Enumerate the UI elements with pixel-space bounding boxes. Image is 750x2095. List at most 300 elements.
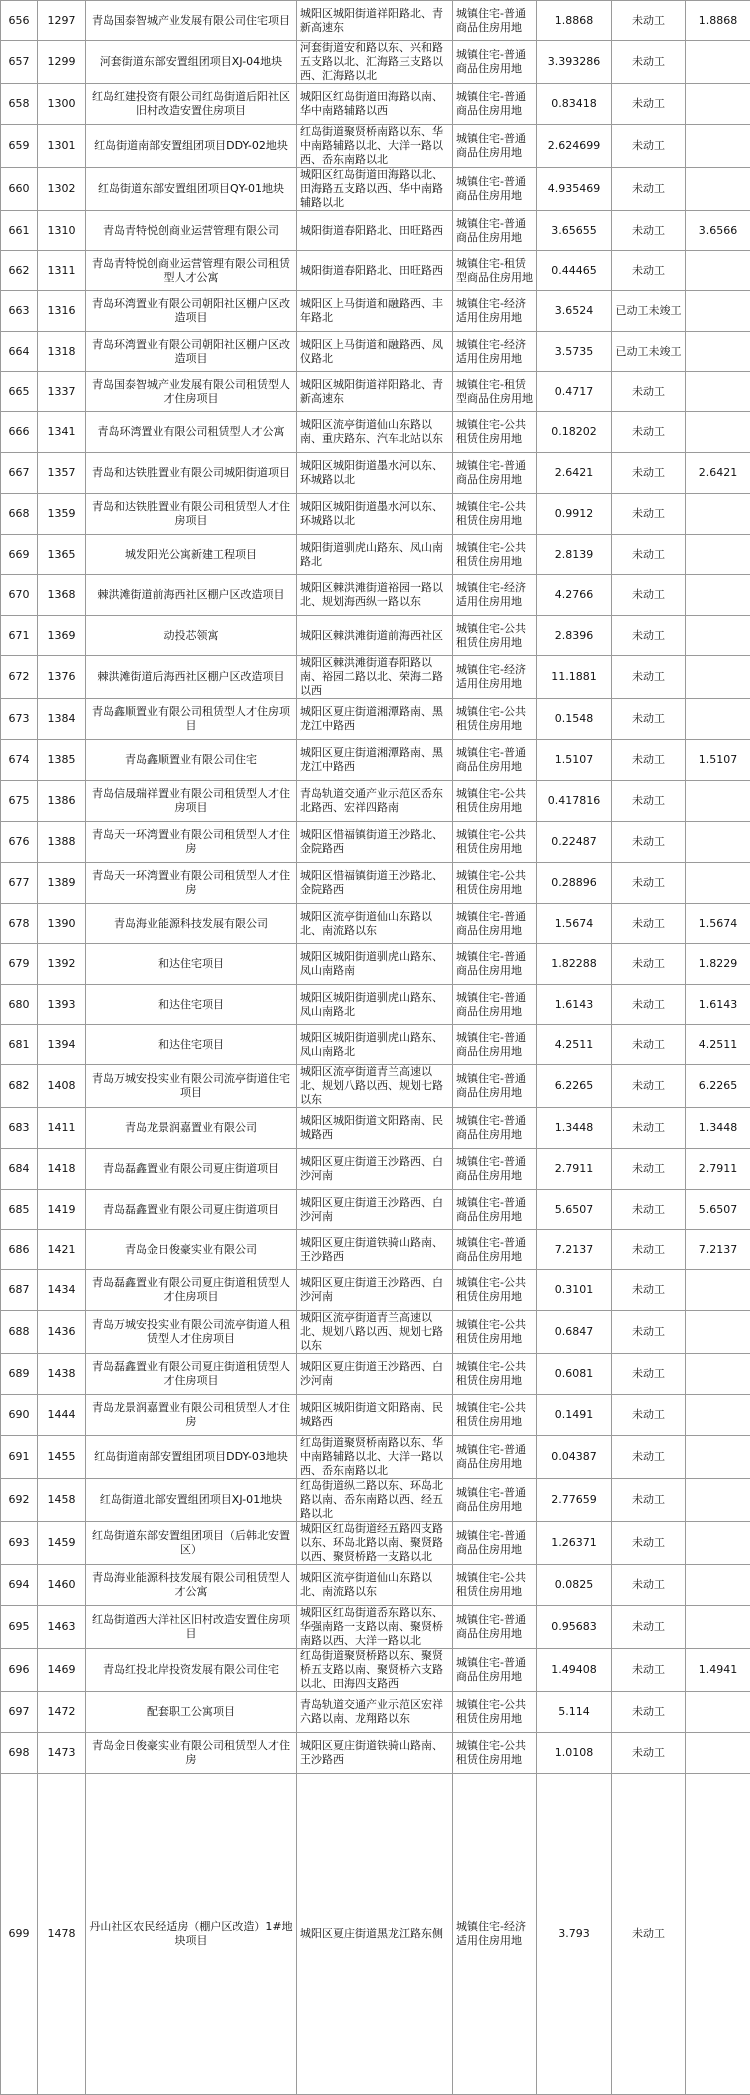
project-name-cell: 配套职工公寓项目 (86, 1692, 297, 1733)
commercial-area-cell: 5.6507 (686, 1190, 750, 1230)
status-cell: 已动工未竣工 (612, 291, 686, 332)
commercial-area-cell (686, 1774, 750, 2095)
status-cell: 未动工 (612, 863, 686, 904)
table-row (1, 575, 750, 616)
location-cell: 城阳区红岛街道田海路以南、华中南路辅路以西 (297, 84, 453, 125)
row-index-cell: 693 (1, 1522, 38, 1565)
row-index-cell: 665 (1, 372, 38, 412)
area-cell: 5.6507 (537, 1190, 612, 1230)
status-cell: 已动工未竣工 (612, 332, 686, 372)
table-row (1, 125, 750, 168)
location-cell: 城阳区惜福镇街道王沙路北、金院路西 (297, 863, 453, 904)
location-cell: 城阳区城阳街道驯虎山路东、凤山南路北 (297, 1025, 453, 1065)
land-use-cell: 城镇住宅-公共租赁住房用地 (453, 1395, 537, 1436)
status-cell: 未动工 (612, 1395, 686, 1436)
location-cell: 河套街道安和路以东、兴和路五支路以北、汇海路三支路以西、汇海路以北 (297, 41, 453, 84)
land-use-cell: 城镇住宅-经济适用住房用地 (453, 332, 537, 372)
status-cell: 未动工 (612, 412, 686, 453)
row-index-cell: 697 (1, 1692, 38, 1733)
record-number-cell: 1311 (38, 251, 86, 291)
location-cell: 城阳区夏庄街道王沙路西、白沙河南 (297, 1270, 453, 1311)
location-cell: 城阳区棘洪滩街道裕园一路以北、规划海西纵一路以东 (297, 575, 453, 616)
record-number-cell: 1459 (38, 1522, 86, 1565)
area-cell: 1.5107 (537, 740, 612, 781)
area-cell: 0.9912 (537, 494, 612, 535)
area-cell: 4.935469 (537, 168, 612, 211)
land-use-cell: 城镇住宅-公共租赁住房用地 (453, 863, 537, 904)
status-cell: 未动工 (612, 616, 686, 656)
land-use-cell: 城镇住宅-普通商品住房用地 (453, 1190, 537, 1230)
area-cell: 3.65655 (537, 211, 612, 251)
status-cell: 未动工 (612, 84, 686, 125)
table-row (1, 1, 750, 41)
commercial-area-cell: 1.3448 (686, 1108, 750, 1149)
project-name-cell: 青岛青特悦创商业运营管理有限公司租赁型人才公寓 (86, 251, 297, 291)
location-cell: 城阳区夏庄街道铁骑山路南、王沙路西 (297, 1230, 453, 1270)
status-cell: 未动工 (612, 1149, 686, 1190)
commercial-area-cell: 4.2511 (686, 1025, 750, 1065)
land-use-cell: 城镇住宅-公共租赁住房用地 (453, 1733, 537, 1774)
location-cell: 城阳区夏庄街道王沙路西、白沙河南 (297, 1190, 453, 1230)
location-cell: 城阳区夏庄街道湘潭路南、黑龙江中路西 (297, 740, 453, 781)
commercial-area-cell (686, 822, 750, 863)
status-cell: 未动工 (612, 372, 686, 412)
location-cell: 城阳区城阳街道祥阳路北、青新高速东 (297, 1, 453, 41)
record-number-cell: 1318 (38, 332, 86, 372)
commercial-area-cell (686, 84, 750, 125)
land-use-cell: 城镇住宅-公共租赁住房用地 (453, 494, 537, 535)
commercial-area-cell: 7.2137 (686, 1230, 750, 1270)
commercial-area-cell (686, 1522, 750, 1565)
table-row (1, 1108, 750, 1149)
table-row (1, 656, 750, 699)
project-name-cell: 青岛万城安投实业有限公司流亭街道住宅项目 (86, 1065, 297, 1108)
commercial-area-cell: 2.7911 (686, 1149, 750, 1190)
commercial-area-cell (686, 863, 750, 904)
table-row (1, 616, 750, 656)
record-number-cell: 1418 (38, 1149, 86, 1190)
commercial-area-cell (686, 1395, 750, 1436)
location-cell: 城阳区棘洪滩街道春阳路以南、裕园二路以北、荣海二路以西 (297, 656, 453, 699)
table-row (1, 332, 750, 372)
row-index-cell: 699 (1, 1774, 38, 2095)
location-cell: 城阳区惜福镇街道王沙路北、金院路西 (297, 822, 453, 863)
status-cell: 未动工 (612, 535, 686, 575)
project-name-cell: 青岛环湾置业有限公司朝阳社区棚户区改造项目 (86, 291, 297, 332)
table-row (1, 1025, 750, 1065)
table-row (1, 944, 750, 985)
location-cell: 城阳区城阳街道祥阳路北、青新高速东 (297, 372, 453, 412)
land-use-cell: 城镇住宅-普通商品住房用地 (453, 1108, 537, 1149)
row-index-cell: 691 (1, 1436, 38, 1479)
row-index-cell: 662 (1, 251, 38, 291)
area-cell: 0.417816 (537, 781, 612, 822)
table-row (1, 1395, 750, 1436)
area-cell: 5.114 (537, 1692, 612, 1733)
project-name-cell: 和达住宅项目 (86, 1025, 297, 1065)
record-number-cell: 1421 (38, 1230, 86, 1270)
row-index-cell: 688 (1, 1311, 38, 1354)
location-cell: 红岛街道聚贤桥南路以东、华中南路辅路以北、大洋一路以西、岙东南路以北 (297, 1436, 453, 1479)
project-name-cell: 青岛环湾置业有限公司朝阳社区棚户区改造项目 (86, 332, 297, 372)
area-cell: 1.26371 (537, 1522, 612, 1565)
project-name-cell: 棘洪滩街道前海西社区棚户区改造项目 (86, 575, 297, 616)
row-index-cell: 682 (1, 1065, 38, 1108)
land-use-cell: 城镇住宅-普通商品住房用地 (453, 1149, 537, 1190)
commercial-area-cell (686, 251, 750, 291)
status-cell: 未动工 (612, 453, 686, 494)
record-number-cell: 1357 (38, 453, 86, 494)
status-cell: 未动工 (612, 1, 686, 41)
land-use-cell: 城镇住宅-经济适用住房用地 (453, 291, 537, 332)
land-use-cell: 城镇住宅-公共租赁住房用地 (453, 616, 537, 656)
row-index-cell: 680 (1, 985, 38, 1025)
record-number-cell: 1310 (38, 211, 86, 251)
commercial-area-cell (686, 332, 750, 372)
location-cell: 红岛街道聚贤桥南路以东、华中南路辅路以北、大洋一路以西、岙东南路以北 (297, 125, 453, 168)
status-cell: 未动工 (612, 1065, 686, 1108)
row-index-cell: 664 (1, 332, 38, 372)
location-cell: 城阳区城阳街道驯虎山路东、凤山南路南 (297, 944, 453, 985)
area-cell: 1.6143 (537, 985, 612, 1025)
location-cell: 城阳区棘洪滩街道前海西社区 (297, 616, 453, 656)
area-cell: 2.6421 (537, 453, 612, 494)
land-use-cell: 城镇住宅-公共租赁住房用地 (453, 1354, 537, 1395)
location-cell: 城阳区夏庄街道黑龙江路东侧 (297, 1774, 453, 2095)
area-cell: 11.1881 (537, 656, 612, 699)
record-number-cell: 1463 (38, 1606, 86, 1649)
commercial-area-cell (686, 1436, 750, 1479)
area-cell: 0.22487 (537, 822, 612, 863)
land-use-cell: 城镇住宅-普通商品住房用地 (453, 453, 537, 494)
record-number-cell: 1455 (38, 1436, 86, 1479)
record-number-cell: 1419 (38, 1190, 86, 1230)
land-use-cell: 城镇住宅-普通商品住房用地 (453, 1649, 537, 1692)
status-cell: 未动工 (612, 1436, 686, 1479)
project-name-cell: 青岛红投北岸投资发展有限公司住宅 (86, 1649, 297, 1692)
record-number-cell: 1300 (38, 84, 86, 125)
land-use-cell: 城镇住宅-普通商品住房用地 (453, 211, 537, 251)
location-cell: 城阳区城阳街道驯虎山路东、凤山南路北 (297, 985, 453, 1025)
area-cell: 3.393286 (537, 41, 612, 84)
table-row (1, 1311, 750, 1354)
location-cell: 城阳区上马街道和融路西、凤仪路北 (297, 332, 453, 372)
record-number-cell: 1478 (38, 1774, 86, 2095)
land-use-cell: 城镇住宅-公共租赁住房用地 (453, 1311, 537, 1354)
land-use-cell: 城镇住宅-普通商品住房用地 (453, 1230, 537, 1270)
table-row (1, 863, 750, 904)
location-cell: 青岛轨道交通产业示范区岙东北路西、宏祥四路南 (297, 781, 453, 822)
record-number-cell: 1390 (38, 904, 86, 944)
location-cell: 城阳区红岛街道经五路四支路以东、环岛北路以南、聚贤路以西、聚贤桥路一支路以北 (297, 1522, 453, 1565)
status-cell: 未动工 (612, 1025, 686, 1065)
table-row (1, 1354, 750, 1395)
project-name-cell: 青岛和达铁胜置业有限公司城阳街道项目 (86, 453, 297, 494)
project-name-cell: 青岛龙景润嘉置业有限公司租赁型人才住房 (86, 1395, 297, 1436)
commercial-area-cell: 1.4941 (686, 1649, 750, 1692)
project-name-cell: 红岛街道北部安置组团项目XJ-01地块 (86, 1479, 297, 1522)
land-use-cell: 城镇住宅-经济适用住房用地 (453, 575, 537, 616)
project-name-cell: 动投芯领寓 (86, 616, 297, 656)
project-name-cell: 青岛磊鑫置业有限公司夏庄街道租赁型人才住房项目 (86, 1354, 297, 1395)
project-name-cell: 青岛海业能源科技发展有限公司 (86, 904, 297, 944)
project-name-cell: 青岛国泰智城产业发展有限公司住宅项目 (86, 1, 297, 41)
area-cell: 2.77659 (537, 1479, 612, 1522)
row-index-cell: 667 (1, 453, 38, 494)
project-name-cell: 河套街道东部安置组团项目XJ-04地块 (86, 41, 297, 84)
table-row (1, 494, 750, 535)
status-cell: 未动工 (612, 1108, 686, 1149)
row-index-cell: 681 (1, 1025, 38, 1065)
area-cell: 1.5674 (537, 904, 612, 944)
project-name-cell: 和达住宅项目 (86, 985, 297, 1025)
record-number-cell: 1473 (38, 1733, 86, 1774)
project-name-cell: 城发阳光公寓新建工程项目 (86, 535, 297, 575)
row-index-cell: 684 (1, 1149, 38, 1190)
record-number-cell: 1393 (38, 985, 86, 1025)
status-cell: 未动工 (612, 1230, 686, 1270)
project-name-cell: 青岛天一环湾置业有限公司租赁型人才住房 (86, 863, 297, 904)
table-row (1, 1565, 750, 1606)
location-cell: 城阳区城阳街道文阳路南、民城路西 (297, 1108, 453, 1149)
record-number-cell: 1302 (38, 168, 86, 211)
table-row (1, 1270, 750, 1311)
area-cell: 3.5735 (537, 332, 612, 372)
area-cell: 1.3448 (537, 1108, 612, 1149)
status-cell: 未动工 (612, 1522, 686, 1565)
table-row (1, 1436, 750, 1479)
record-number-cell: 1458 (38, 1479, 86, 1522)
area-cell: 4.2511 (537, 1025, 612, 1065)
land-use-cell: 城镇住宅-普通商品住房用地 (453, 41, 537, 84)
area-cell: 6.2265 (537, 1065, 612, 1108)
commercial-area-cell: 1.8229 (686, 944, 750, 985)
land-use-cell: 城镇住宅-公共租赁住房用地 (453, 1692, 537, 1733)
area-cell: 0.44465 (537, 251, 612, 291)
location-cell: 城阳区夏庄街道王沙路西、白沙河南 (297, 1149, 453, 1190)
project-name-cell: 青岛信晟瑞祥置业有限公司租赁型人才住房项目 (86, 781, 297, 822)
row-index-cell: 671 (1, 616, 38, 656)
record-number-cell: 1297 (38, 1, 86, 41)
land-use-cell: 城镇住宅-公共租赁住房用地 (453, 412, 537, 453)
area-cell: 0.95683 (537, 1606, 612, 1649)
location-cell: 城阳区流亭街道青兰高速以北、规划八路以西、规划七路以东 (297, 1311, 453, 1354)
row-index-cell: 694 (1, 1565, 38, 1606)
land-use-cell: 城镇住宅-经济适用住房用地 (453, 1774, 537, 2095)
project-name-cell: 青岛磊鑫置业有限公司夏庄街道租赁型人才住房项目 (86, 1270, 297, 1311)
status-cell: 未动工 (612, 1649, 686, 1692)
project-name-cell: 红岛街道东部安置组团项目（后韩北安置区） (86, 1522, 297, 1565)
area-cell: 0.1491 (537, 1395, 612, 1436)
row-index-cell: 698 (1, 1733, 38, 1774)
location-cell: 城阳区流亭街道仙山东路以北、南流路以东 (297, 904, 453, 944)
record-number-cell: 1434 (38, 1270, 86, 1311)
project-name-cell: 红岛红建投资有限公司红岛街道后阳社区旧村改造安置住房项目 (86, 84, 297, 125)
location-cell: 城阳街道春阳路北、田旺路西 (297, 251, 453, 291)
table-row (1, 84, 750, 125)
record-number-cell: 1316 (38, 291, 86, 332)
area-cell: 2.8139 (537, 535, 612, 575)
project-name-cell: 青岛和达铁胜置业有限公司租赁型人才住房项目 (86, 494, 297, 535)
project-name-cell: 丹山社区农民经适房（棚户区改造）1#地块项目 (86, 1774, 297, 2095)
row-index-cell: 660 (1, 168, 38, 211)
status-cell: 未动工 (612, 1270, 686, 1311)
table-row (1, 985, 750, 1025)
table-row (1, 41, 750, 84)
land-use-cell: 城镇住宅-普通商品住房用地 (453, 84, 537, 125)
commercial-area-cell (686, 699, 750, 740)
commercial-area-cell (686, 1270, 750, 1311)
area-cell: 4.2766 (537, 575, 612, 616)
project-name-cell: 青岛鑫顺置业有限公司住宅 (86, 740, 297, 781)
row-index-cell: 687 (1, 1270, 38, 1311)
record-number-cell: 1365 (38, 535, 86, 575)
commercial-area-cell (686, 656, 750, 699)
location-cell: 城阳区城阳街道文阳路南、民城路西 (297, 1395, 453, 1436)
row-index-cell: 686 (1, 1230, 38, 1270)
commercial-area-cell (686, 1733, 750, 1774)
status-cell: 未动工 (612, 1311, 686, 1354)
row-index-cell: 659 (1, 125, 38, 168)
status-cell: 未动工 (612, 822, 686, 863)
record-number-cell: 1386 (38, 781, 86, 822)
record-number-cell: 1388 (38, 822, 86, 863)
commercial-area-cell (686, 41, 750, 84)
land-use-cell: 城镇住宅-公共租赁住房用地 (453, 1270, 537, 1311)
row-index-cell: 661 (1, 211, 38, 251)
status-cell: 未动工 (612, 699, 686, 740)
commercial-area-cell (686, 575, 750, 616)
status-cell: 未动工 (612, 656, 686, 699)
record-number-cell: 1408 (38, 1065, 86, 1108)
land-use-cell: 城镇住宅-公共租赁住房用地 (453, 822, 537, 863)
land-use-cell: 城镇住宅-普通商品住房用地 (453, 1479, 537, 1522)
row-index-cell: 668 (1, 494, 38, 535)
commercial-area-cell (686, 1354, 750, 1395)
record-number-cell: 1337 (38, 372, 86, 412)
location-cell: 红岛街道纵二路以东、环岛北路以南、岙东南路以西、经五路以北 (297, 1479, 453, 1522)
table-row (1, 251, 750, 291)
area-cell: 0.28896 (537, 863, 612, 904)
record-number-cell: 1411 (38, 1108, 86, 1149)
land-use-cell: 城镇住宅-普通商品住房用地 (453, 1436, 537, 1479)
record-number-cell: 1460 (38, 1565, 86, 1606)
row-index-cell: 672 (1, 656, 38, 699)
area-cell: 0.1548 (537, 699, 612, 740)
status-cell: 未动工 (612, 904, 686, 944)
table-row (1, 1692, 750, 1733)
status-cell: 未动工 (612, 781, 686, 822)
table-row (1, 291, 750, 332)
location-cell: 城阳区红岛街道岙东路以东、华强南路一支路以南、聚贤桥南路以西、大洋一路以北 (297, 1606, 453, 1649)
status-cell: 未动工 (612, 1733, 686, 1774)
record-number-cell: 1301 (38, 125, 86, 168)
table-row (1, 1149, 750, 1190)
table-row (1, 1774, 750, 2095)
project-name-cell: 红岛街道东部安置组团项目QY-01地块 (86, 168, 297, 211)
row-index-cell: 656 (1, 1, 38, 41)
project-name-cell: 青岛万城安投实业有限公司流亭街道人租赁型人才住房项目 (86, 1311, 297, 1354)
land-use-cell: 城镇住宅-经济适用住房用地 (453, 656, 537, 699)
row-index-cell: 678 (1, 904, 38, 944)
location-cell: 城阳区流亭街道仙山东路以南、重庆路东、汽车北站以东 (297, 412, 453, 453)
table-row (1, 1065, 750, 1108)
project-name-cell: 青岛磊鑫置业有限公司夏庄街道项目 (86, 1149, 297, 1190)
location-cell: 红岛街道聚贤桥路以东、聚贤桥五支路以南、聚贤桥六支路以北、田海四支路西 (297, 1649, 453, 1692)
commercial-area-cell (686, 1606, 750, 1649)
land-use-cell: 城镇住宅-普通商品住房用地 (453, 904, 537, 944)
location-cell: 城阳区上马街道和融路西、丰年路北 (297, 291, 453, 332)
table-row (1, 1733, 750, 1774)
land-use-cell: 城镇住宅-普通商品住房用地 (453, 740, 537, 781)
record-number-cell: 1376 (38, 656, 86, 699)
row-index-cell: 683 (1, 1108, 38, 1149)
table-row (1, 699, 750, 740)
commercial-area-cell: 2.6421 (686, 453, 750, 494)
commercial-area-cell: 1.6143 (686, 985, 750, 1025)
record-number-cell: 1385 (38, 740, 86, 781)
area-cell: 0.6081 (537, 1354, 612, 1395)
record-number-cell: 1384 (38, 699, 86, 740)
row-index-cell: 658 (1, 84, 38, 125)
commercial-area-cell (686, 168, 750, 211)
record-number-cell: 1359 (38, 494, 86, 535)
commercial-area-cell: 1.5107 (686, 740, 750, 781)
area-cell: 0.3101 (537, 1270, 612, 1311)
location-cell: 城阳区夏庄街道铁骑山路南、王沙路西 (297, 1733, 453, 1774)
status-cell: 未动工 (612, 944, 686, 985)
record-number-cell: 1438 (38, 1354, 86, 1395)
project-name-cell: 青岛国泰智城产业发展有限公司租赁型人才住房项目 (86, 372, 297, 412)
row-index-cell: 677 (1, 863, 38, 904)
land-use-cell: 城镇住宅-普通商品住房用地 (453, 944, 537, 985)
row-index-cell: 657 (1, 41, 38, 84)
project-name-cell: 青岛金日俊豪实业有限公司 (86, 1230, 297, 1270)
status-cell: 未动工 (612, 1565, 686, 1606)
record-number-cell: 1436 (38, 1311, 86, 1354)
commercial-area-cell: 1.8868 (686, 1, 750, 41)
land-use-cell: 城镇住宅-公共租赁住房用地 (453, 535, 537, 575)
area-cell: 0.83418 (537, 84, 612, 125)
commercial-area-cell (686, 1565, 750, 1606)
row-index-cell: 696 (1, 1649, 38, 1692)
commercial-area-cell: 1.5674 (686, 904, 750, 944)
table-row (1, 168, 750, 211)
location-cell: 青岛轨道交通产业示范区宏祥六路以南、龙翔路以东 (297, 1692, 453, 1733)
project-name-cell: 青岛磊鑫置业有限公司夏庄街道项目 (86, 1190, 297, 1230)
land-use-cell: 城镇住宅-公共租赁住房用地 (453, 781, 537, 822)
project-name-cell: 棘洪滩街道后海西社区棚户区改造项目 (86, 656, 297, 699)
status-cell: 未动工 (612, 494, 686, 535)
project-name-cell: 青岛天一环湾置业有限公司租赁型人才住房 (86, 822, 297, 863)
land-use-cell: 城镇住宅-普通商品住房用地 (453, 985, 537, 1025)
area-cell: 0.18202 (537, 412, 612, 453)
table-row (1, 1522, 750, 1565)
table-row (1, 535, 750, 575)
table-row (1, 1649, 750, 1692)
location-cell: 城阳区流亭街道青兰高速以北、规划八路以西、规划七路以东 (297, 1065, 453, 1108)
table-row (1, 453, 750, 494)
area-cell: 3.793 (537, 1774, 612, 2095)
row-index-cell: 695 (1, 1606, 38, 1649)
commercial-area-cell (686, 372, 750, 412)
commercial-area-cell (686, 125, 750, 168)
land-use-cell: 城镇住宅-租赁型商品住房用地 (453, 251, 537, 291)
row-index-cell: 663 (1, 291, 38, 332)
commercial-area-cell (686, 535, 750, 575)
land-use-cell: 城镇住宅-普通商品住房用地 (453, 1522, 537, 1565)
row-index-cell: 669 (1, 535, 38, 575)
